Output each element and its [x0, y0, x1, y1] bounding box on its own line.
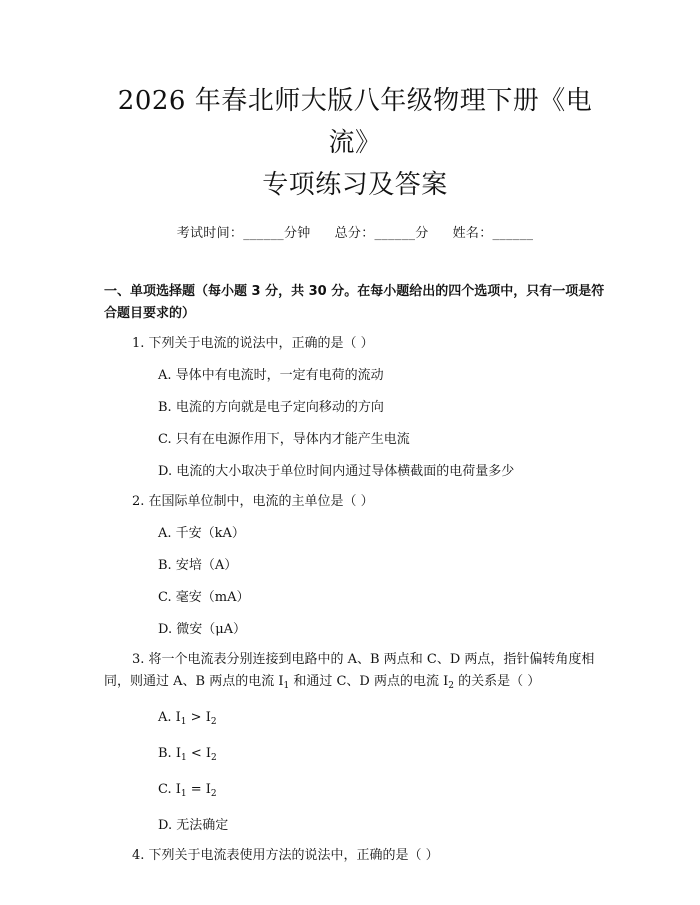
title-line-1: 2026 年春北师大版八年级物理下册《电流》: [117, 86, 593, 158]
question-1-option-d: D. 电流的大小取决于单位时间内通过导体横截面的电荷量多少: [158, 464, 515, 479]
question-3-stem-part1: 3. 将一个电流表分别连接到电路中的 A、B 两点和 C、D 两点，指针偏转角度相同，则通过 A、B 两点的电流 I: [104, 652, 595, 689]
question-1-stem: 1. 下列关于电流的说法中，正确的是（ ）: [132, 336, 374, 351]
question-3-option-a: [104, 707, 606, 733]
question-3-stem: [104, 649, 606, 697]
q3-c-sub1: 1: [180, 789, 187, 799]
q3-c-op: = I: [186, 782, 211, 797]
question-1-option-c: C. 只有在电源作用下，导体内才能产生电流: [158, 432, 410, 447]
question-2-option-d: D. 微安（μA）: [158, 622, 247, 637]
document-title: [104, 0, 606, 206]
question-3-option-c: [104, 779, 606, 805]
q3-a-sub1: 1: [180, 717, 187, 727]
question-2-option-a: A. 千安（kA）: [158, 526, 245, 541]
q3-c-sub2: 2: [210, 789, 217, 799]
question-3-stem-part2: 和通过 C、D 两点的电流 I: [289, 674, 449, 689]
question-1-option-b: B. 电流的方向就是电子定向移动的方向: [158, 400, 384, 415]
q3-c-text: C. I: [158, 782, 181, 797]
section-title: 一、单项选择题（每小题 3 分，共 30 分。在每小题给出的四个选项中，只有一项是符合题目要求的）: [104, 284, 605, 321]
question-3-option-b: [104, 743, 606, 769]
question-4-stem: 4. 下列关于电流表使用方法的说法中，正确的是（ ）: [132, 848, 439, 863]
question-1-option-a: A. 导体中有电流时，一定有电荷的流动: [158, 368, 384, 383]
q3-b-op: < I: [186, 746, 211, 761]
question-3-option-d: D. 无法确定: [158, 818, 229, 833]
q3-a-text: A. I: [158, 710, 181, 725]
question-2-stem: 2. 在国际单位制中，电流的主单位是（ ）: [132, 494, 374, 509]
title-line-2: 专项练习及答案: [262, 170, 448, 200]
q3-b-sub1: 1: [180, 753, 187, 763]
question-3-stem-sub1: 1: [283, 681, 290, 691]
question-2-option-c: C. 毫安（mA）: [158, 590, 250, 605]
exam-meta: [104, 222, 606, 241]
question-2-option-b: B. 安培（A）: [158, 558, 238, 573]
question-3-stem-sub2: 2: [448, 681, 454, 691]
q3-a-op: > I: [186, 710, 211, 725]
question-3-stem-part3: 的关系是（ ）: [454, 674, 541, 689]
q3-a-sub2: 2: [210, 717, 217, 727]
q3-b-text: B. I: [158, 746, 181, 761]
q3-b-sub2: 2: [210, 753, 217, 763]
exam-time: 考试时间：______分钟: [176, 226, 311, 241]
exam-score: 总分：______分: [334, 226, 429, 241]
exam-name: 姓名：______: [452, 226, 534, 241]
